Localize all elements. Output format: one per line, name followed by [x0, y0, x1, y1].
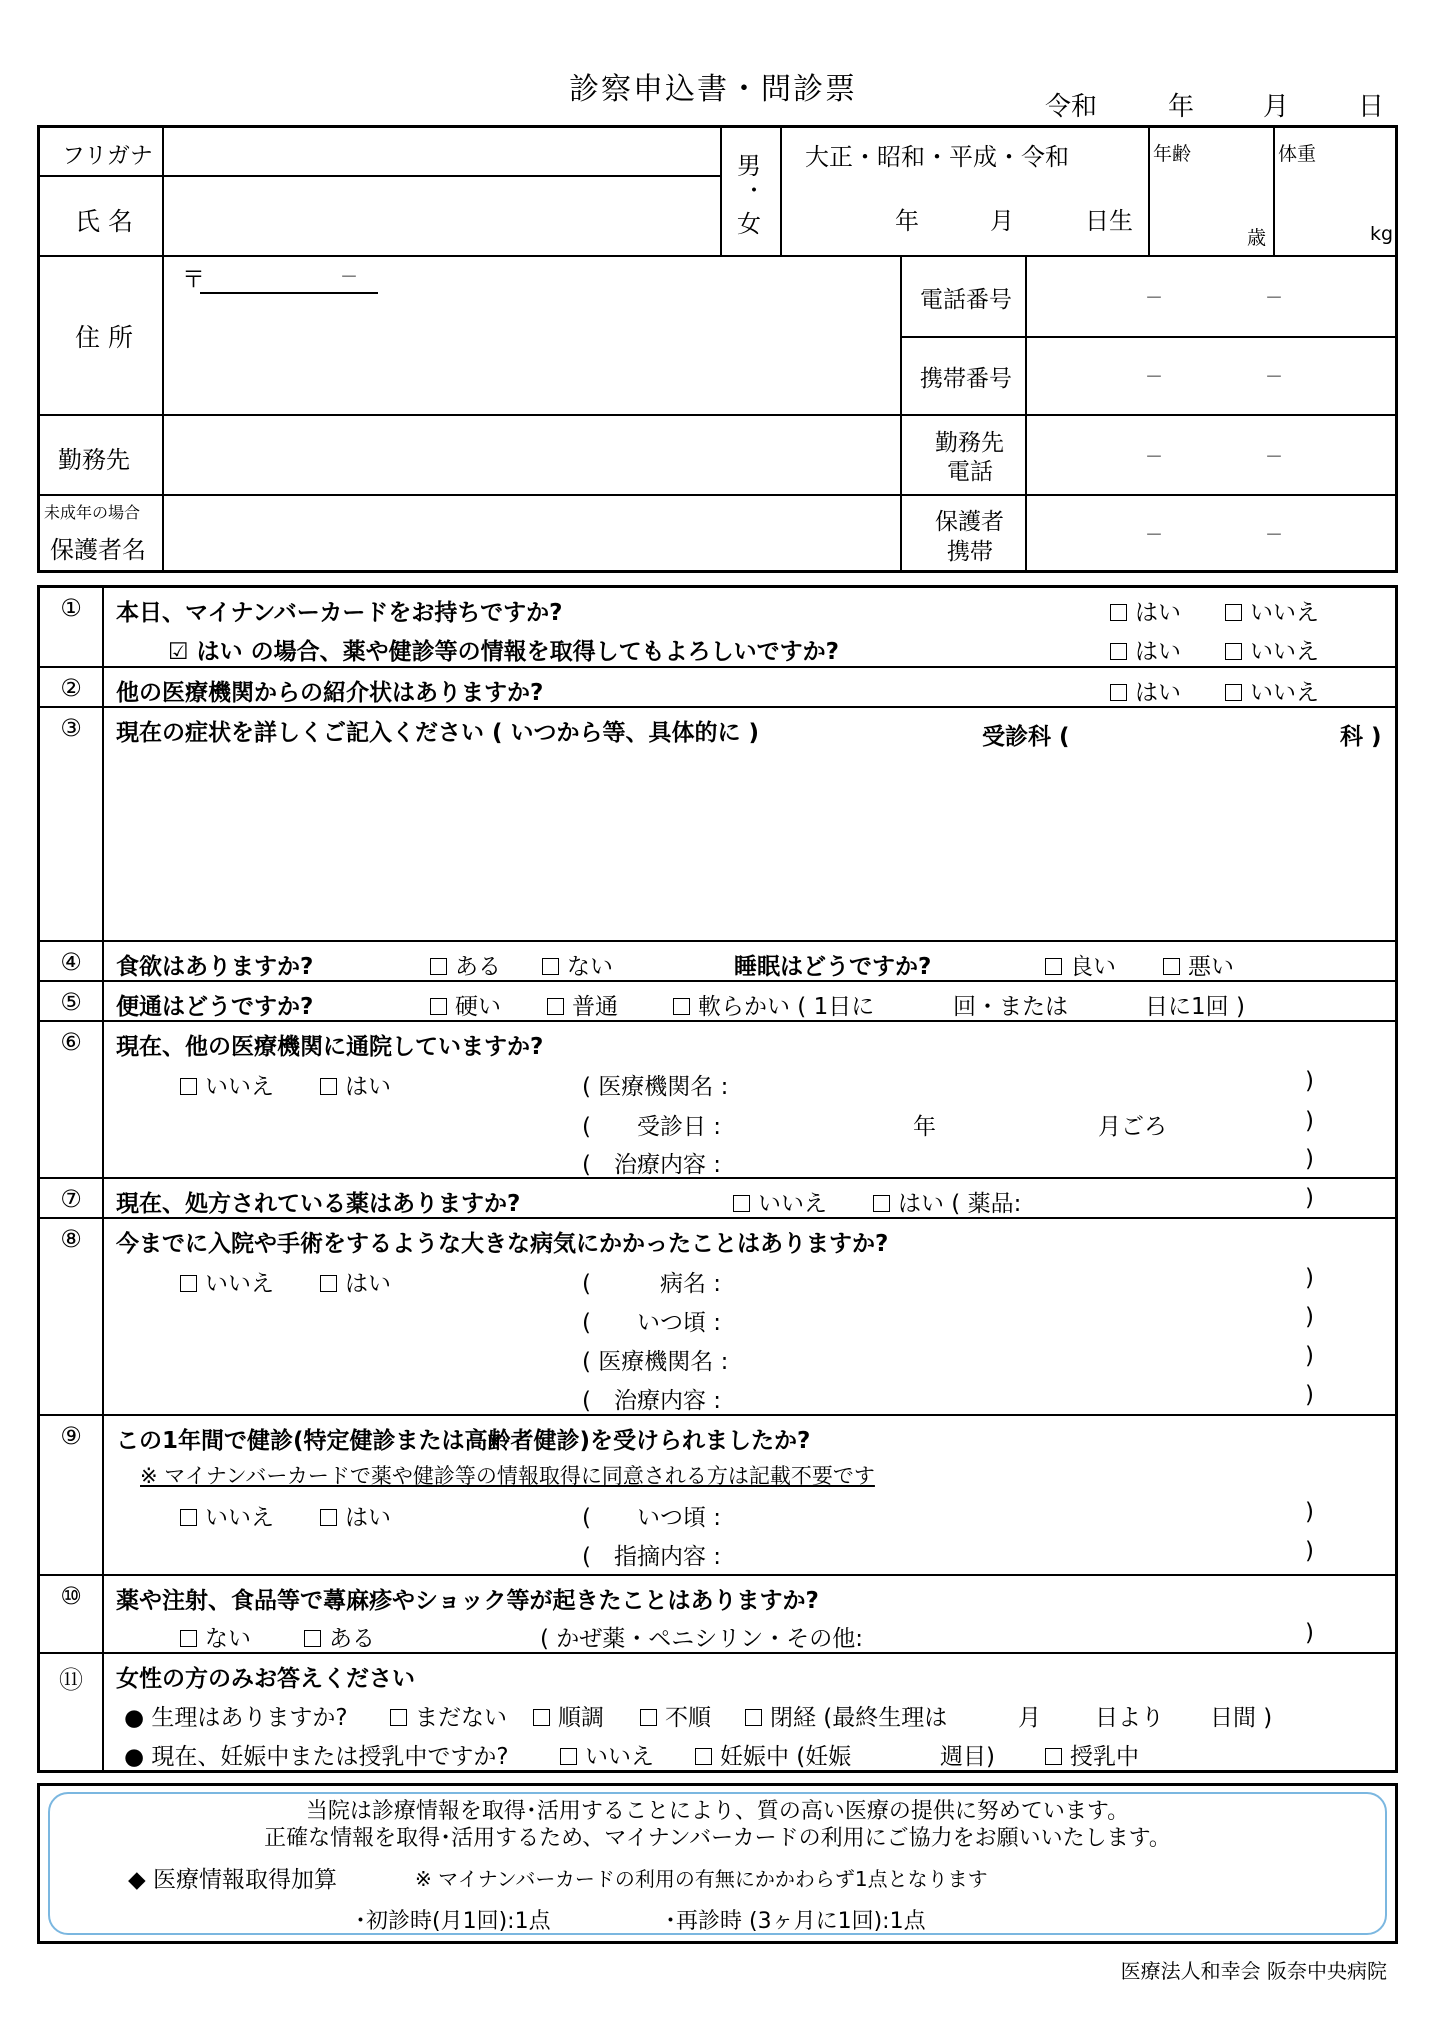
work-label: 勤務先 — [58, 446, 130, 474]
q11-not-yet[interactable]: まだない — [390, 1699, 507, 1732]
form-title: 診察申込書・問診票 — [569, 72, 857, 107]
name-label: 氏 名 — [75, 207, 133, 236]
q3-dept-label: 受診科 ( — [982, 724, 1070, 750]
q10-yes[interactable]: ある — [304, 1620, 375, 1653]
q3-dept-end: 科 ) — [1340, 724, 1382, 750]
phone-label: 電話番号 — [920, 287, 1012, 313]
date-era: 令和 — [1045, 92, 1098, 122]
checkbox-icon — [542, 958, 559, 975]
checkbox-icon — [304, 1630, 321, 1647]
q9-close-1: ) — [1305, 1499, 1314, 1525]
q10-no[interactable]: ない — [180, 1620, 251, 1653]
checkbox-icon — [320, 1275, 337, 1292]
q5-text: 便通はどうですか? — [116, 994, 314, 1020]
work-field[interactable] — [162, 416, 898, 493]
q11-menopause[interactable]: 閉経 (最終生理は — [745, 1699, 947, 1732]
checkbox-icon — [1110, 643, 1127, 660]
q11-nursing[interactable]: 授乳中 — [1045, 1738, 1139, 1771]
q1-sub-text: ☑ はい の場合、薬や健診等の情報を取得してもよろしいですか? — [168, 639, 839, 665]
q1-sub-no[interactable]: いいえ — [1225, 633, 1319, 666]
q11-text: 女性の方のみお答えください — [116, 1666, 415, 1692]
q10-detail-label: ( かぜ薬・ペニシリン・その他: — [540, 1626, 864, 1652]
q11-pregnant[interactable]: 妊娠中 (妊娠 — [695, 1738, 851, 1771]
checkbox-icon — [640, 1709, 657, 1726]
q8-yes[interactable]: はい — [320, 1265, 391, 1298]
q4-sleep-bad[interactable]: 悪い — [1163, 948, 1234, 981]
q6-date-label: ( 受診日 : — [582, 1114, 722, 1140]
q11-from-day: 日より — [1095, 1705, 1164, 1731]
q6-clinic-label: ( 医療機関名 : — [582, 1074, 729, 1100]
q7-close: ) — [1305, 1185, 1314, 1211]
q10-close: ) — [1305, 1620, 1314, 1646]
q7-yes[interactable]: はい ( 薬品: — [873, 1185, 1021, 1218]
birth-month: 月 — [990, 207, 1014, 235]
q8-close-2: ) — [1305, 1304, 1314, 1330]
q3-text: 現在の症状を詳しくご記入ください ( いつから等、具体的に ) — [116, 720, 760, 746]
notice-box — [37, 1783, 1398, 1944]
notice-note: ※ マイナンバーカードの利用の有無にかかわらず1点となります — [415, 1867, 988, 1891]
minor-note: 未成年の場合 — [44, 503, 141, 522]
guardian-field[interactable] — [162, 496, 898, 570]
q1-number: ① — [60, 594, 82, 622]
q10-number: ⑩ — [60, 1582, 82, 1610]
checkbox-icon — [180, 1509, 197, 1526]
q9-no[interactable]: いいえ — [180, 1499, 274, 1532]
work-dash-2: － — [1265, 447, 1283, 468]
q8-clinic-label: ( 医療機関名 : — [582, 1349, 729, 1375]
q11-line1: ● 生理はありますか? — [124, 1705, 348, 1731]
checkbox-icon — [560, 1748, 577, 1765]
q11-line2: ● 現在、妊娠中または授乳中ですか? — [124, 1744, 509, 1770]
notice-item: ◆ 医療情報取得加算 — [128, 1867, 337, 1893]
q2-number: ② — [60, 674, 82, 702]
address-label: 住 所 — [75, 323, 133, 352]
checkbox-icon — [180, 1275, 197, 1292]
q11-weeks: 週目) — [940, 1744, 995, 1770]
furigana-label: フリガナ — [62, 143, 153, 169]
work-phone-label-1: 勤務先 — [935, 430, 1004, 456]
q8-close-3: ) — [1305, 1343, 1314, 1369]
q9-yes[interactable]: はい — [320, 1499, 391, 1532]
q2-text: 他の医療機関からの紹介状はありますか? — [116, 680, 544, 706]
checkbox-icon — [873, 1195, 890, 1212]
q8-disease-label: ( 病名 : — [582, 1271, 722, 1297]
q1-no[interactable]: いいえ — [1225, 594, 1319, 627]
q4-number: ④ — [60, 948, 82, 976]
birth-year: 年 — [895, 207, 919, 235]
checkbox-icon — [673, 998, 690, 1015]
checkbox-icon — [1225, 643, 1242, 660]
notice-first-visit: ･初診時(月1回):1点 — [355, 1909, 551, 1934]
q6-treatment-label: ( 治療内容 : — [582, 1152, 722, 1178]
q11-number: ⑪ — [59, 1666, 83, 1694]
name-field[interactable] — [162, 178, 720, 254]
q6-close-2: ) — [1305, 1108, 1314, 1134]
q6-close-3: ) — [1305, 1146, 1314, 1172]
checkbox-icon — [733, 1195, 750, 1212]
mobile-label: 携帯番号 — [920, 366, 1012, 392]
guardian-dash-1: － — [1145, 525, 1163, 546]
work-phone-label-2: 電話 — [947, 459, 993, 485]
q4-text: 食欲はありますか? — [116, 954, 314, 980]
postal-mark: 〒 — [182, 267, 205, 293]
notice-line2: 正確な情報を取得･活用するため、マイナンバーカードの利用にご協力をお願いいたします。 — [264, 1826, 1171, 1851]
q1-yes[interactable]: はい — [1110, 594, 1181, 627]
q4-opt-yes[interactable]: ある — [430, 948, 501, 981]
phone-dash-2: － — [1265, 288, 1283, 309]
q4-sleep-text: 睡眠はどうですか? — [734, 954, 932, 980]
checkbox-icon — [1225, 684, 1242, 701]
q6-no[interactable]: いいえ — [180, 1068, 274, 1101]
birth-day: 日生 — [1085, 207, 1133, 235]
checkbox-icon — [547, 998, 564, 1015]
q8-close-4: ) — [1305, 1382, 1314, 1408]
q7-number: ⑦ — [60, 1185, 82, 1213]
q11-days: 日間 ) — [1210, 1705, 1273, 1731]
q4-sleep-good[interactable]: 良い — [1045, 948, 1116, 981]
q11-irregular[interactable]: 不順 — [640, 1699, 711, 1732]
q5-per: 日に1回 ) — [1145, 994, 1245, 1020]
notice-line1: 当院は診療情報を取得･活用することにより、質の高い医療の提供に努めています。 — [305, 1799, 1130, 1824]
q9-number: ⑨ — [60, 1422, 82, 1450]
q8-when-label: ( いつ頃 : — [582, 1310, 722, 1336]
q6-close-1: ) — [1305, 1068, 1314, 1094]
q5-opt-hard[interactable]: 硬い — [430, 988, 501, 1021]
q5-times: 回・または — [953, 994, 1068, 1020]
checkbox-icon — [1045, 958, 1062, 975]
checkbox-icon — [320, 1509, 337, 1526]
checkbox-icon — [320, 1078, 337, 1095]
q9-close-2: ) — [1305, 1538, 1314, 1564]
checkbox-icon — [1110, 604, 1127, 621]
checkbox-icon — [390, 1709, 407, 1726]
q6-text: 現在、他の医療機関に通院していますか? — [116, 1034, 544, 1060]
q9-text: この1年間で健診(特定健診または高齢者健診)を受けられましたか? — [116, 1428, 811, 1454]
checkbox-icon — [180, 1630, 197, 1647]
q11-regular[interactable]: 順調 — [533, 1699, 604, 1732]
checkbox-icon — [1225, 604, 1242, 621]
q8-no[interactable]: いいえ — [180, 1265, 274, 1298]
mobile-dash-2: － — [1265, 367, 1283, 388]
notice-revisit: ･再診時 (3ヶ月に1回):1点 — [665, 1909, 926, 1934]
postal-dash: － — [340, 267, 358, 288]
q6-yes[interactable]: はい — [320, 1068, 391, 1101]
weight-label: 体重 — [1278, 143, 1317, 165]
address-field[interactable] — [162, 258, 898, 413]
sex-male[interactable]: 男 — [737, 152, 761, 180]
q8-text: 今までに入院や手術をするような大きな病気にかかったことはありますか? — [116, 1231, 889, 1257]
patient-info-table — [37, 125, 1398, 573]
age-unit: 歳 — [1247, 227, 1267, 249]
phone-dash-1: － — [1145, 288, 1163, 309]
q9-when-label: ( いつ頃 : — [582, 1505, 722, 1531]
q2-yes[interactable]: はい — [1110, 674, 1181, 707]
questionnaire-table — [37, 585, 1398, 1773]
checkbox-icon — [430, 998, 447, 1015]
q6-date-year: 年 — [913, 1114, 936, 1140]
q5-opt-normal[interactable]: 普通 — [547, 988, 618, 1021]
guardian-label: 保護者名 — [50, 536, 146, 564]
q5-number: ⑤ — [60, 988, 82, 1016]
q2-no[interactable]: いいえ — [1225, 674, 1319, 707]
checkbox-icon — [695, 1748, 712, 1765]
date-day: 日 — [1358, 92, 1385, 122]
checkbox-icon — [745, 1709, 762, 1726]
q8-close-1: ) — [1305, 1265, 1314, 1291]
q5-opt-soft[interactable]: 軟らかい ( 1日に — [673, 988, 874, 1021]
q9-note: ※ マイナンバーカードで薬や健診等の情報取得に同意される方は記載不要です — [140, 1464, 875, 1488]
q11-month: 月 — [1018, 1705, 1041, 1731]
era-options[interactable]: 大正・昭和・平成・令和 — [805, 143, 1069, 171]
checkbox-icon — [533, 1709, 550, 1726]
q7-text: 現在、処方されている薬はありますか? — [116, 1191, 521, 1217]
checkbox-icon — [1110, 684, 1127, 701]
q1-text: 本日、マイナンバーカードをお持ちですか? — [116, 600, 563, 626]
checkbox-icon — [1045, 1748, 1062, 1765]
guardian-mobile-label-1: 保護者 — [935, 509, 1004, 535]
checkbox-icon — [430, 958, 447, 975]
hospital-name: 医療法人和幸会 阪奈中央病院 — [1120, 1959, 1387, 1983]
q3-symptoms-field[interactable] — [104, 753, 1394, 939]
furigana-field[interactable] — [162, 130, 720, 174]
checkbox-icon — [180, 1078, 197, 1095]
guardian-dash-2: － — [1265, 525, 1283, 546]
q8-treatment-label: ( 治療内容 : — [582, 1388, 722, 1414]
work-dash-1: － — [1145, 447, 1163, 468]
guardian-mobile-label-2: 携帯 — [947, 539, 993, 565]
sex-separator: ・ — [743, 179, 766, 204]
q7-no[interactable]: いいえ — [733, 1185, 827, 1218]
q6-date-month: 月ごろ — [1098, 1114, 1167, 1140]
q11-pregnancy-no[interactable]: いいえ — [560, 1738, 654, 1771]
q10-text: 薬や注射、食品等で蕁麻疹やショック等が起きたことはありますか? — [116, 1588, 819, 1614]
age-label: 年齢 — [1153, 143, 1192, 165]
mobile-dash-1: － — [1145, 367, 1163, 388]
date-year: 年 — [1168, 92, 1195, 122]
sex-female[interactable]: 女 — [737, 210, 761, 238]
checkbox-icon — [1163, 958, 1180, 975]
q9-finding-label: ( 指摘内容 : — [582, 1544, 722, 1570]
q3-number: ③ — [60, 714, 82, 742]
weight-unit: kg — [1370, 223, 1394, 245]
q8-number: ⑧ — [60, 1225, 82, 1253]
q6-number: ⑥ — [60, 1028, 82, 1056]
date-month: 月 — [1263, 92, 1290, 122]
q4-opt-no[interactable]: ない — [542, 948, 613, 981]
q1-sub-yes[interactable]: はい — [1110, 633, 1181, 666]
